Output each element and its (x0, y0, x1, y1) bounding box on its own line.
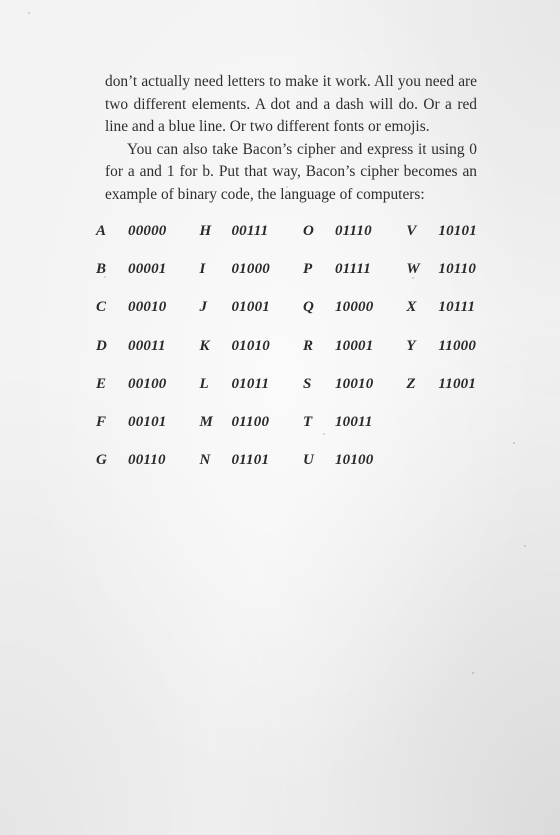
cipher-row (96, 442, 486, 480)
cipher-cell (303, 414, 406, 431)
cipher-cell (199, 452, 302, 469)
cipher-letter: W (406, 260, 420, 277)
cipher-code: 01110 (334, 222, 372, 239)
cipher-code: 11000 (438, 337, 477, 354)
cipher-cell (303, 452, 406, 469)
cipher-code: 00100 (128, 375, 167, 392)
paper-speck (104, 276, 106, 278)
cipher-cell (303, 223, 406, 240)
cipher-letter: Z (406, 375, 416, 392)
cipher-row (96, 250, 486, 288)
cipher-letter: N (199, 452, 211, 469)
paragraph-1: don’t actually need letters to make it work. All you need are two different elements. A dot and a dash will do. Or a red line and a blue line. Or two different fonts or emojis. (105, 73, 477, 135)
cipher-code: 01101 (231, 452, 270, 469)
cipher-letter: B (96, 260, 107, 277)
cipher-cell (96, 223, 199, 240)
cipher-code: 10101 (438, 222, 477, 239)
cipher-code: 10010 (334, 375, 374, 392)
paper-speck (286, 186, 288, 188)
cipher-letter: Y (406, 337, 416, 354)
cipher-letter: C (96, 299, 107, 316)
cipher-cell (199, 223, 302, 240)
cipher-cell (96, 414, 199, 431)
cipher-cell (303, 299, 406, 316)
cipher-cell (199, 299, 302, 316)
cipher-letter: J (199, 299, 207, 316)
cipher-code: 10100 (334, 452, 374, 469)
cipher-cell (199, 376, 302, 393)
cipher-code: 01000 (231, 260, 270, 277)
cipher-code: 00000 (128, 222, 167, 239)
cipher-code: 10000 (334, 299, 374, 316)
paper-speck (323, 433, 325, 435)
cipher-row (96, 212, 486, 250)
cipher-cell (96, 452, 199, 469)
cipher-code: 00011 (128, 337, 166, 354)
cipher-cell (303, 261, 406, 278)
paper-speck (513, 442, 515, 444)
cipher-code: 00010 (128, 299, 167, 316)
cipher-code: 01011 (231, 375, 270, 392)
paragraph-2: You can also take Bacon’s cipher and express it using 0 for a and 1 for b. Put that way, Bacon’s cipher becomes an example of binary code, the language of computers: (105, 140, 477, 203)
cipher-cell (199, 414, 302, 431)
paper-speck (472, 672, 474, 674)
cipher-code: 01100 (231, 414, 270, 431)
cipher-code: 10011 (334, 414, 373, 431)
cipher-code: 10111 (438, 299, 476, 316)
cipher-cell (96, 376, 199, 393)
cipher-letter: F (96, 414, 107, 431)
cipher-row (96, 289, 486, 327)
cipher-letter: Q (302, 299, 314, 316)
cipher-cell (303, 338, 406, 355)
cipher-letter: H (199, 222, 212, 239)
cipher-cell (303, 376, 406, 393)
cipher-letter: E (96, 375, 107, 392)
cipher-letter: U (302, 452, 314, 469)
bacon-cipher-table (96, 212, 486, 480)
cipher-cell (406, 223, 486, 240)
cipher-code: 11001 (438, 375, 477, 392)
cipher-row (96, 327, 486, 365)
cipher-letter: M (199, 414, 213, 431)
cipher-letter: K (199, 337, 210, 354)
cipher-code: 00110 (128, 452, 166, 469)
cipher-row (96, 403, 486, 441)
cipher-code: 00001 (128, 260, 167, 277)
cipher-letter: T (302, 414, 313, 431)
cipher-letter: D (96, 337, 107, 354)
paper-speck (412, 277, 414, 279)
cipher-letter: S (302, 375, 312, 392)
cipher-cell (406, 376, 486, 393)
cipher-code: 00111 (231, 222, 269, 239)
cipher-cell (406, 299, 486, 316)
cipher-code: 00101 (128, 414, 167, 431)
cipher-code: 01001 (231, 299, 270, 316)
cipher-letter: P (302, 260, 313, 277)
cipher-letter: V (406, 222, 417, 239)
cipher-letter: G (96, 452, 107, 469)
cipher-row (96, 365, 486, 403)
cipher-cell (406, 261, 486, 278)
cipher-letter: A (96, 222, 107, 239)
cipher-letter: I (199, 260, 206, 277)
cipher-cell (96, 338, 199, 355)
cipher-letter: X (406, 299, 417, 316)
cipher-cell (199, 338, 302, 355)
cipher-code: 10001 (334, 337, 374, 354)
cipher-letter: L (199, 375, 209, 392)
cipher-cell (406, 338, 486, 355)
body-text (105, 71, 477, 206)
cipher-cell (96, 261, 199, 278)
cipher-code: 10110 (438, 260, 477, 277)
cipher-cell (199, 261, 302, 278)
cipher-cell (96, 299, 199, 316)
paper-speck (28, 12, 30, 14)
cipher-letter: R (302, 337, 313, 354)
cipher-code: 01010 (231, 337, 270, 354)
cipher-code: 01111 (334, 260, 371, 277)
cipher-letter: O (302, 222, 314, 239)
paper-speck (524, 545, 526, 547)
